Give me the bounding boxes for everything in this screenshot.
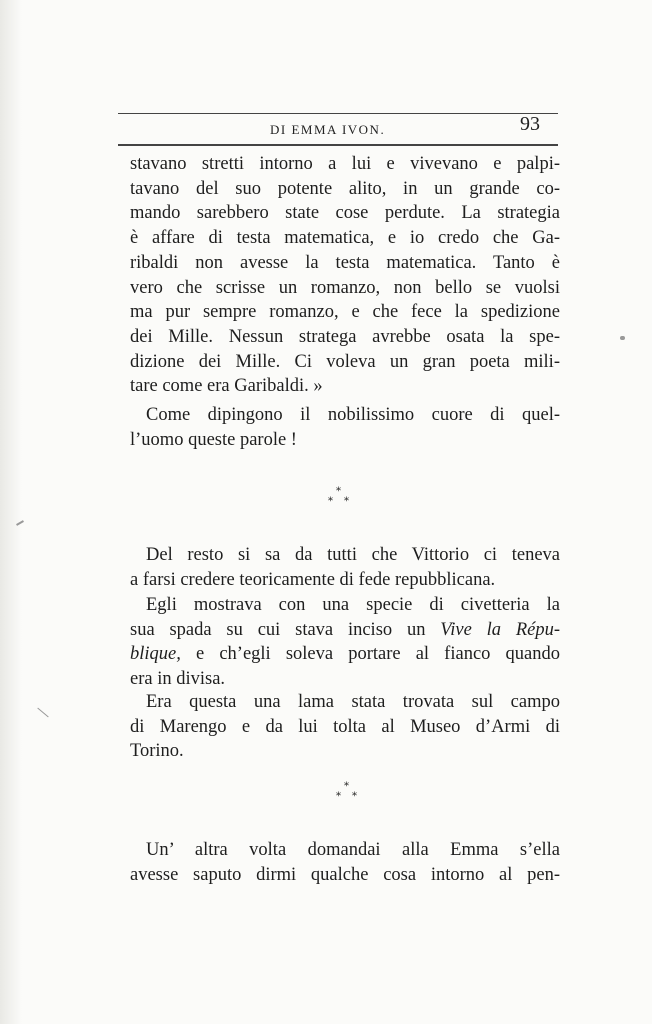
asterism-star: * <box>344 496 349 507</box>
asterism-star: * <box>328 496 333 507</box>
asterism-star: * <box>352 791 357 802</box>
running-header-title: DI EMMA IVON. <box>270 122 386 137</box>
section-break-asterism <box>322 486 362 510</box>
text-line: stavano stretti intorno a lui e vivevano e palpi- <box>130 154 560 174</box>
text-line: Del resto si sa da tutti che Vittorio ci teneva <box>146 545 560 565</box>
text-line: Come dipingono il nobilissimo cuore di quel- <box>146 405 560 425</box>
paragraph-comment <box>130 403 560 452</box>
paragraph-vittorio <box>130 543 560 592</box>
text-line: Un’ altra volta domandai alla Emma s’ella <box>146 840 560 860</box>
text-line: è affare di testa matematica, e io credo che Ga- <box>130 228 560 249</box>
text-line: di Marengo e da lui tolta al Museo d’Armi di <box>130 716 560 737</box>
text-line: ma pur sempre romanzo, e che fece la spedizione <box>130 302 560 323</box>
text-line: tavano del suo potente alito, in un grande co- <box>130 178 560 199</box>
asterism-star: * <box>336 791 341 802</box>
text-line: avesse saputo dirmi qualche cosa intorno al pen- <box>130 864 560 885</box>
page-edge-shadow <box>0 0 22 1024</box>
text-line: Torino. <box>130 741 184 762</box>
text-line: mando sarebbero state cose perdute. La strategia <box>130 203 560 224</box>
text-line: Era questa una lama stata trovata sul campo <box>146 692 560 712</box>
paragraph-emma-question <box>130 838 560 887</box>
text-run: sua spada su cui stava inciso un <box>130 619 441 640</box>
text-line: dei Mille. Nessun stratega avrebbe osata la spe- <box>130 326 560 347</box>
text-run: e ch’egli soleva portare al fianco quando <box>180 644 560 665</box>
text-line: tare come era Garibaldi. » <box>130 376 323 397</box>
paragraph-continuation <box>130 152 560 399</box>
text-line: vero che scrisse un romanzo, non bello se vuolsi <box>130 277 560 298</box>
asterism-star: * <box>336 486 341 497</box>
text-line: a farsi credere teoricamente di fede repubblicana. <box>130 569 496 590</box>
text-line: ribaldi non avesse la testa matematica. Tanto è <box>130 252 560 273</box>
paragraph-marengo <box>130 690 560 764</box>
text-line: l’uomo queste parole ! <box>130 429 297 450</box>
header-rule-bottom <box>118 144 558 146</box>
section-break-asterism <box>330 781 370 805</box>
paragraph-sword <box>130 593 560 692</box>
text-line <box>130 642 560 667</box>
scan-mark <box>37 708 48 718</box>
text-line: Egli mostrava con una specie di civetteria la <box>146 595 560 615</box>
header-rule-top <box>118 113 558 114</box>
page-number: 93 <box>520 113 540 135</box>
scan-mark <box>620 336 625 340</box>
text-line: dizione dei Mille. Ci voleva un gran poeta mili- <box>130 351 560 372</box>
italic-phrase: Vive la Répu- <box>440 619 560 640</box>
text-line: era in divisa. <box>130 669 226 690</box>
italic-phrase: blique, <box>130 644 181 665</box>
text-line <box>130 618 560 643</box>
asterism-star: * <box>344 781 349 792</box>
